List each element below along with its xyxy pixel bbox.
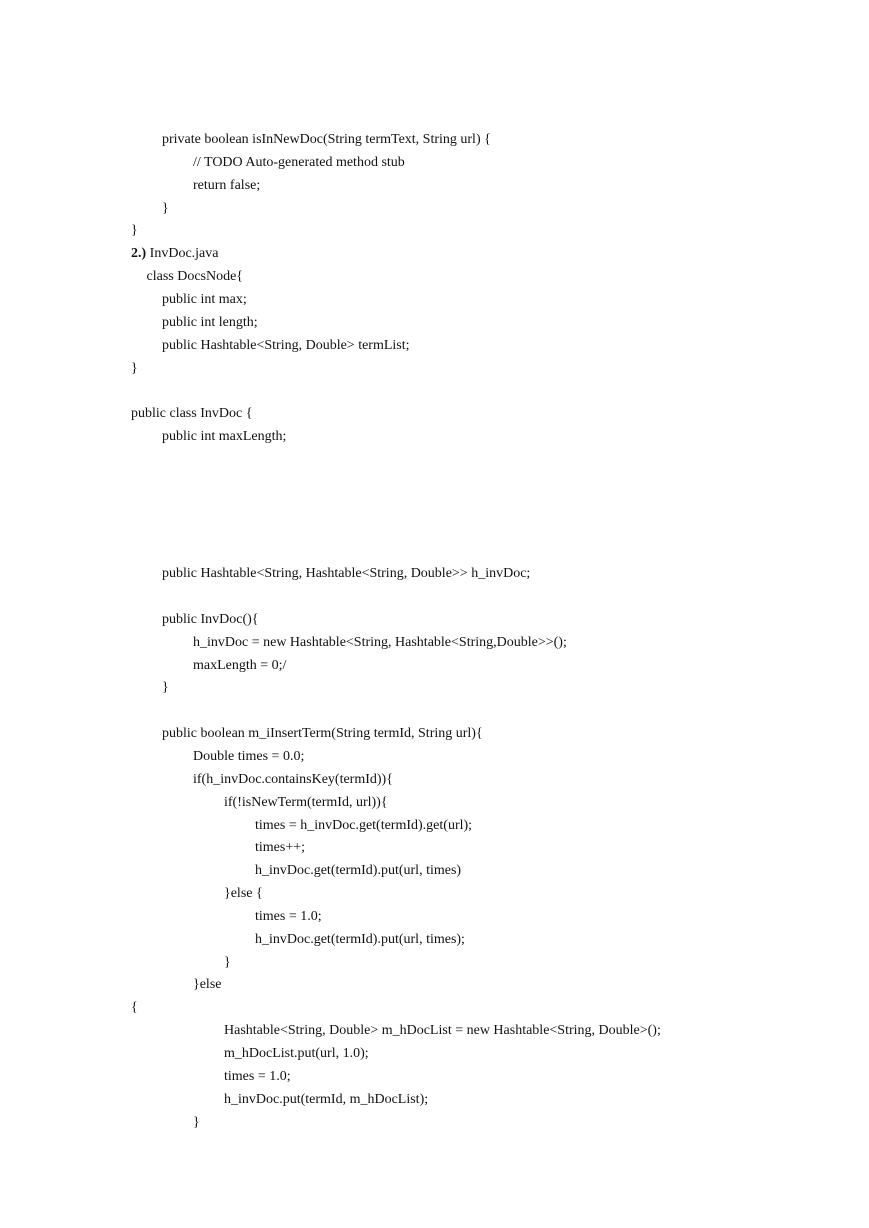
code-line bbox=[131, 246, 218, 262]
code-line bbox=[193, 155, 405, 171]
code-line bbox=[162, 612, 259, 628]
code-text: times++; bbox=[255, 840, 306, 855]
code-text: } bbox=[131, 223, 138, 238]
code-line bbox=[224, 886, 263, 902]
code-line bbox=[224, 1092, 428, 1108]
code-text: public int maxLength; bbox=[162, 429, 287, 444]
code-line bbox=[193, 749, 304, 765]
code-text: times = h_invDoc.get(termId).get(url); bbox=[255, 818, 473, 833]
code-line bbox=[162, 566, 530, 582]
code-line bbox=[193, 772, 393, 788]
code-text: if(!isNewTerm(termId, url)){ bbox=[224, 795, 388, 810]
code-line bbox=[162, 429, 286, 445]
code-line bbox=[193, 658, 286, 674]
code-line bbox=[162, 680, 169, 696]
code-line bbox=[255, 932, 465, 948]
code-text: private boolean isInNewDoc(String termText, String url) { bbox=[162, 132, 491, 147]
code-line bbox=[131, 361, 138, 377]
code-text: }else { bbox=[224, 886, 263, 901]
code-text: h_invDoc.get(termId).put(url, times); bbox=[255, 932, 465, 947]
code-text: } bbox=[193, 1115, 200, 1130]
code-line bbox=[131, 406, 252, 422]
code-text: public InvDoc(){ bbox=[162, 612, 259, 627]
code-text: h_invDoc.put(termId, m_hDocList); bbox=[224, 1092, 429, 1107]
code-line bbox=[162, 726, 483, 742]
code-text: public Hashtable<String, Double> termList; bbox=[162, 338, 410, 353]
code-text: times = 1.0; bbox=[255, 909, 322, 924]
code-text: public int max; bbox=[162, 292, 247, 307]
code-text: Hashtable<String, Double> m_hDocList = new Hashtable<String, Double>(); bbox=[224, 1023, 661, 1038]
code-line bbox=[162, 292, 247, 308]
code-text: return false; bbox=[193, 178, 261, 193]
code-line bbox=[162, 201, 169, 217]
code-line bbox=[224, 795, 388, 811]
code-text: } bbox=[162, 680, 169, 695]
code-line bbox=[224, 955, 231, 971]
code-line bbox=[193, 1115, 200, 1131]
section-number: 2.) bbox=[131, 246, 147, 261]
code-line bbox=[224, 1069, 291, 1085]
code-text: } bbox=[162, 201, 169, 216]
code-line bbox=[131, 223, 138, 239]
code-text: public class InvDoc { bbox=[131, 406, 253, 421]
code-text: } bbox=[131, 361, 138, 376]
code-line bbox=[255, 909, 322, 925]
code-text: InvDoc.java bbox=[149, 246, 219, 261]
code-line bbox=[162, 132, 491, 148]
code-line bbox=[193, 977, 222, 993]
code-line bbox=[162, 315, 258, 331]
code-text: public boolean m_iInsertTerm(String termId, String url){ bbox=[162, 726, 483, 741]
code-text: } bbox=[224, 955, 231, 970]
code-line bbox=[224, 1023, 661, 1039]
code-text: if(h_invDoc.containsKey(termId)){ bbox=[193, 772, 393, 787]
code-line bbox=[255, 863, 461, 879]
code-text: h_invDoc = new Hashtable<String, Hashtable<String,Double>>(); bbox=[193, 635, 567, 650]
code-line bbox=[193, 635, 567, 651]
code-text: Double times = 0.0; bbox=[193, 749, 305, 764]
code-line bbox=[255, 818, 472, 834]
code-line bbox=[224, 1046, 369, 1062]
code-text: class DocsNode{ bbox=[146, 269, 244, 284]
code-line bbox=[162, 338, 410, 354]
code-text: public int length; bbox=[162, 315, 258, 330]
code-text: public Hashtable<String, Hashtable<String, Double>> h_invDoc; bbox=[162, 566, 531, 581]
code-text: // TODO Auto-generated method stub bbox=[193, 155, 405, 170]
code-text: maxLength = 0;/ bbox=[193, 658, 287, 673]
code-line bbox=[147, 269, 244, 285]
code-text: }else bbox=[193, 977, 222, 992]
code-line bbox=[193, 178, 260, 194]
code-text: m_hDocList.put(url, 1.0); bbox=[224, 1046, 369, 1061]
code-text: h_invDoc.get(termId).put(url, times) bbox=[255, 863, 462, 878]
code-text: times = 1.0; bbox=[224, 1069, 291, 1084]
code-line bbox=[131, 1000, 138, 1016]
code-text: { bbox=[131, 1000, 138, 1015]
code-line bbox=[255, 840, 305, 856]
